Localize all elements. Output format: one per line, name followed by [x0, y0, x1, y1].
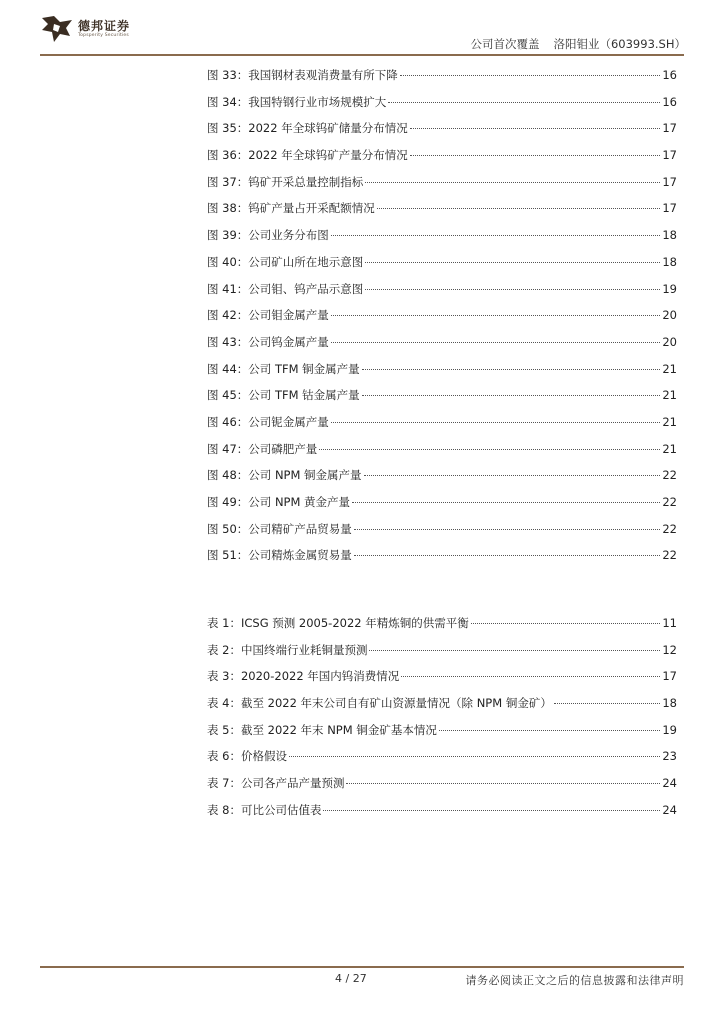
toc-entry-label: 图 36：2022 年全球钨矿产量分布情况: [207, 148, 408, 163]
page-number: 4 / 27: [335, 972, 367, 985]
figure-toc-entry[interactable]: [207, 227, 677, 254]
figure-toc-entry[interactable]: [207, 361, 677, 388]
toc-entry-label: 图 44：公司 TFM 铜金属产量: [207, 361, 360, 376]
dot-leader: [331, 422, 661, 423]
figure-toc-entry[interactable]: [207, 174, 677, 201]
report-header: [470, 36, 686, 52]
toc-entry-label: 图 37：钨矿开采总量控制指标: [207, 174, 364, 189]
toc-entry-page: 22: [662, 548, 677, 563]
figure-toc-entry[interactable]: [207, 521, 677, 548]
toc-entry-page: 11: [662, 616, 677, 630]
dot-leader: [331, 315, 661, 316]
toc-entry-page: 17: [662, 121, 677, 136]
dot-leader: [352, 502, 660, 503]
toc-entry-page: 18: [662, 696, 677, 711]
dot-leader: [362, 369, 661, 370]
toc-entry-page: 23: [662, 749, 677, 764]
dot-leader: [439, 730, 661, 731]
dot-leader: [365, 289, 660, 290]
toc-entry-label: 表 7：公司各产品产量预测: [207, 776, 345, 791]
toc-entry-page: 16: [662, 94, 677, 109]
toc-entry-page: 19: [662, 722, 677, 737]
dot-leader: [410, 128, 661, 129]
toc-entry-page: 18: [662, 254, 677, 269]
toc-entry-label: 图 40：公司矿山所在地示意图: [207, 254, 364, 269]
toc-entry-label: 表 6：价格假设: [207, 749, 287, 764]
figure-list: [207, 67, 677, 574]
footer-divider: [40, 966, 684, 968]
report-type: 公司首次覆盖: [470, 37, 540, 51]
table-toc-entry[interactable]: [207, 668, 677, 695]
toc-entry-page: 18: [662, 228, 677, 243]
toc-entry-label: 表 8：可比公司估值表: [207, 802, 322, 817]
figure-toc-entry[interactable]: [207, 120, 677, 147]
figure-toc-entry[interactable]: [207, 254, 677, 281]
toc-entry-page: 12: [662, 642, 677, 657]
figure-toc-entry[interactable]: [207, 307, 677, 334]
toc-entry-label: 图 34：我国特钢行业市场规模扩大: [207, 94, 387, 109]
toc-entry-label: 图 46：公司铌金属产量: [207, 414, 329, 429]
dot-leader: [319, 449, 660, 450]
dot-leader: [388, 102, 660, 103]
toc-entry-page: 21: [662, 388, 677, 403]
dot-leader: [364, 475, 661, 476]
dot-leader: [471, 623, 661, 624]
toc-entry-page: 21: [662, 414, 677, 429]
dot-leader: [401, 676, 660, 677]
figure-toc-entry[interactable]: [207, 414, 677, 441]
toc-entry-label: 表 4：截至 2022 年末公司自有矿山资源量情况（除 NPM 铜金矿）: [207, 696, 552, 711]
toc-entry-label: 图 47：公司磷肥产量: [207, 441, 318, 456]
dot-leader: [369, 650, 660, 651]
toc-entry-page: 22: [662, 468, 677, 483]
dot-leader: [362, 395, 661, 396]
figure-toc-entry[interactable]: [207, 547, 677, 574]
header-divider: [40, 54, 684, 56]
figure-toc-entry[interactable]: [207, 467, 677, 494]
brand-logo-icon: [40, 14, 74, 44]
toc-entry-page: 20: [662, 308, 677, 323]
dot-leader: [354, 529, 661, 530]
toc-entry-label: 图 33：我国钢材表观消费量有所下降: [207, 68, 398, 82]
toc-entry-label: 图 38：钨矿产量占开采配额情况: [207, 201, 375, 216]
toc-entry-label: 图 45：公司 TFM 钴金属产量: [207, 388, 360, 403]
dot-leader: [410, 155, 661, 156]
toc-entry-page: 22: [662, 495, 677, 509]
dot-leader: [365, 182, 660, 183]
table-toc-entry[interactable]: [207, 748, 677, 775]
toc-entry-page: 17: [662, 201, 677, 216]
brand-name-en: Topsperity Securities: [78, 32, 129, 38]
toc-entry-label: 图 43：公司钨金属产量: [207, 334, 329, 349]
dot-leader: [331, 235, 661, 236]
figure-toc-entry[interactable]: [207, 67, 677, 94]
dot-leader: [365, 262, 660, 263]
dot-leader: [354, 555, 661, 556]
table-toc-entry[interactable]: [207, 642, 677, 669]
figure-toc-entry[interactable]: [207, 94, 677, 121]
table-toc-entry[interactable]: [207, 615, 677, 642]
toc-entry-label: 图 51：公司精炼金属贸易量: [207, 548, 352, 563]
toc-entry-label: 图 41：公司钼、钨产品示意图: [207, 281, 364, 296]
brand-name-cn: 德邦证券: [78, 18, 131, 33]
figure-toc-entry[interactable]: [207, 441, 677, 468]
toc-entry-label: 图 48：公司 NPM 铜金属产量: [207, 468, 362, 483]
dot-leader: [400, 75, 661, 76]
dot-leader: [377, 208, 661, 209]
table-toc-entry[interactable]: [207, 775, 677, 802]
dot-leader: [323, 810, 660, 811]
toc-entry-label: 表 2：中国终端行业耗铜量预测: [207, 642, 368, 657]
figure-toc-entry[interactable]: [207, 281, 677, 308]
dot-leader: [289, 756, 660, 757]
toc-entry-label: 表 3：2020-2022 年国内钨消费情况: [207, 669, 400, 684]
figure-toc-entry[interactable]: [207, 494, 677, 521]
toc-entry-label: 图 35：2022 年全球钨矿储量分布情况: [207, 121, 408, 136]
toc-entry-page: 21: [662, 441, 677, 456]
toc-entry-page: 16: [662, 68, 677, 82]
figure-toc-entry[interactable]: [207, 387, 677, 414]
dot-leader: [554, 703, 661, 704]
toc-entry-page: 19: [662, 281, 677, 296]
table-toc-entry[interactable]: [207, 802, 677, 829]
table-toc-entry[interactable]: [207, 695, 677, 722]
table-list: [207, 615, 677, 829]
toc-entry-label: 表 1：ICSG 预测 2005-2022 年精炼铜的供需平衡: [207, 616, 469, 630]
figure-toc-entry[interactable]: [207, 147, 677, 174]
company-name: 洛阳钼业（603993.SH）: [553, 37, 686, 51]
toc-entry-label: 图 49：公司 NPM 黄金产量: [207, 495, 351, 509]
toc-entry-label: 图 50：公司精矿产品贸易量: [207, 521, 352, 536]
brand-logo: [40, 14, 130, 44]
toc-entry-label: 图 42：公司钼金属产量: [207, 308, 329, 323]
toc-entry-page: 17: [662, 148, 677, 163]
toc-entry-page: 20: [662, 334, 677, 349]
figure-toc-entry[interactable]: [207, 200, 677, 227]
dot-leader: [346, 783, 660, 784]
toc-entry-page: 24: [662, 802, 677, 817]
toc-entry-label: 图 39：公司业务分布图: [207, 228, 329, 243]
toc-entry-page: 17: [662, 669, 677, 684]
toc-entry-page: 22: [662, 521, 677, 536]
legal-disclaimer: 请务必阅读正文之后的信息披露和法律声明: [465, 974, 684, 987]
toc-entry-page: 21: [662, 361, 677, 376]
toc-entry-page: 17: [662, 174, 677, 189]
dot-leader: [331, 342, 661, 343]
table-toc-entry[interactable]: [207, 722, 677, 749]
toc-entry-page: 24: [662, 776, 677, 791]
toc-entry-label: 表 5：截至 2022 年末 NPM 铜金矿基本情况: [207, 722, 437, 737]
figure-toc-entry[interactable]: [207, 334, 677, 361]
